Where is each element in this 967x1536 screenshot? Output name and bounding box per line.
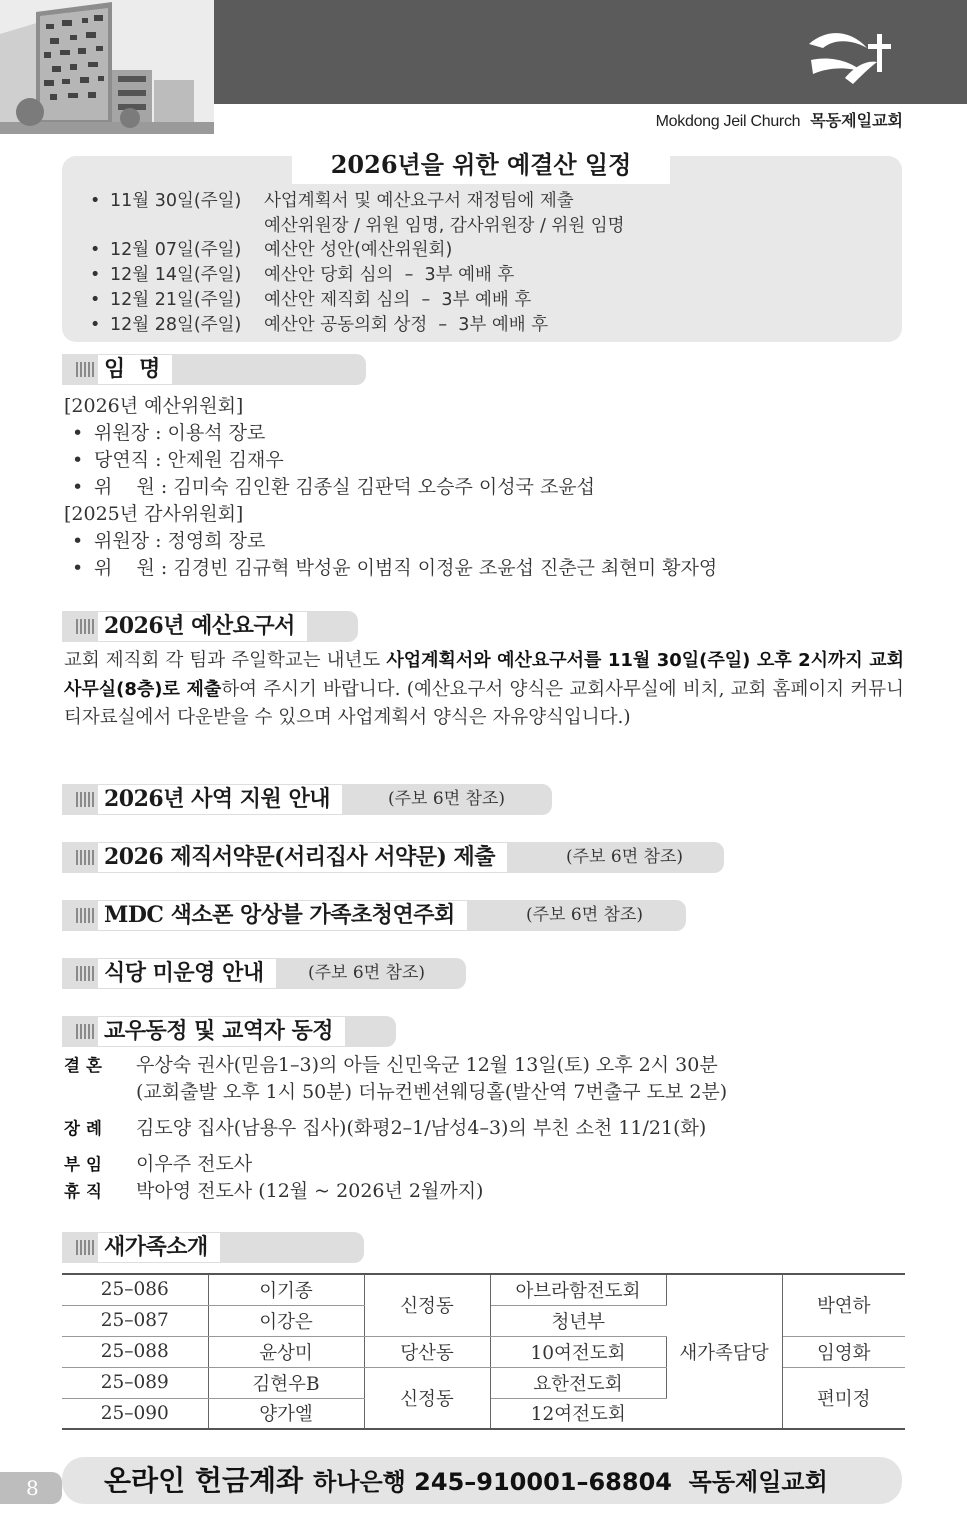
- section-note: (주보 6면 참조): [388, 789, 505, 809]
- section-title: 교우동정 및 교역자 동정: [98, 1017, 345, 1046]
- section-note: (주보 6면 참조): [308, 963, 425, 983]
- page-number: 8: [0, 1472, 62, 1504]
- list-item: • 위 원 : 김미숙 김인환 김종실 김판덕 오승주 이성국 조윤섭: [72, 476, 596, 498]
- table-cell: 10여전도회: [490, 1336, 666, 1367]
- section-note: (주보 6면 참조): [566, 847, 683, 867]
- section-bars-icon: [76, 966, 94, 981]
- table-cell: 신정동: [364, 1367, 490, 1429]
- news-text: 김도양 집사(남용우 집사)(화평2–1/남성4–3)의 부친 소천 11/21(화): [136, 1117, 707, 1139]
- news-key: 결혼: [64, 1056, 108, 1075]
- table-cell: 박연하: [782, 1274, 905, 1336]
- schedule-title: 2026년을 위한 예결산 일정: [292, 148, 670, 184]
- account-number: 하나은행 245–910001–68804 목동제일교회: [313, 1468, 828, 1496]
- news-key: 부임: [64, 1155, 108, 1174]
- section-header-concert: [62, 900, 686, 931]
- table-cell: 김현우B: [208, 1367, 364, 1398]
- list-item: • 12월 14일(주일) 예산안 당회 심의 – 3부 예배 후: [90, 265, 515, 286]
- section-title: 2026년 예산요구서: [98, 612, 307, 641]
- table-cell: 이강은: [208, 1305, 364, 1336]
- section-title: 2026 제직서약문(서리집사 서약문) 제출: [98, 843, 507, 872]
- table-cell: 당산동: [364, 1336, 490, 1367]
- table-cell: 25–086: [62, 1274, 208, 1305]
- list-item: • 11월 30일(주일) 사업계획서 및 예산요구서 재정팀에 제출: [90, 191, 574, 211]
- section-header-budget-request: [62, 611, 358, 642]
- section-header-appointment: [62, 354, 366, 385]
- list-item: • 12월 21일(주일) 예산안 제직회 심의 – 3부 예배 후: [90, 289, 532, 310]
- section-note: (주보 6면 참조): [526, 905, 643, 925]
- budget-request-text: 교회 제직회 각 팀과 주일학교는 내년도 사업계획서와 예산요구서를 11월 30일(주일) 오후 2시까지 교회사무실(8층)로 제출하여 주시기 바랍니다. (예산요구서 양식은 교회사무실에 비치, 교회 홈페이지 커뮤니티자료실에서 다운받을 수 있으며 사업계획서 양식은 자유양식입니다.): [64, 650, 904, 728]
- dove-cross-logo: [805, 26, 895, 86]
- group-title: [2025년 감사위원회]: [64, 503, 244, 525]
- news-key: 장례: [64, 1119, 108, 1138]
- table-row: [62, 1274, 905, 1305]
- section-bars-icon: [76, 619, 94, 634]
- section-bars-icon: [76, 792, 94, 807]
- account-label: 온라인 헌금계좌: [104, 1464, 304, 1497]
- online-offering-account: [62, 1457, 902, 1504]
- table-cell: 윤상미: [208, 1336, 364, 1367]
- church-name: [656, 108, 903, 131]
- budget-schedule-box: [62, 150, 902, 342]
- list-item: • 위원장 : 정영희 장로: [72, 530, 266, 552]
- news-text: 이우주 전도사: [136, 1153, 253, 1175]
- table-cell: 양가엘: [208, 1398, 364, 1429]
- section-title: MDC 색소폰 앙상블 가족초청연주회: [98, 901, 467, 930]
- section-title: 새가족소개: [98, 1233, 220, 1262]
- list-item: 예산위원장 / 위원 임명, 감사위원장 / 위원 임명: [264, 215, 625, 236]
- table-cell: 12여전도회: [490, 1398, 666, 1429]
- section-header-ministry-support: [62, 784, 552, 815]
- news-key: 휴직: [64, 1182, 108, 1201]
- table-cell: 25–090: [62, 1398, 208, 1429]
- church-name-en: Mokdong Jeil Church: [655, 113, 801, 130]
- section-title: 2026년 사역 지원 안내: [98, 785, 342, 814]
- table-cell: 이기종: [208, 1274, 364, 1305]
- page-header: [0, 0, 967, 134]
- list-item: • 12월 28일(주일) 예산안 공동의회 상정 – 3부 예배 후: [90, 314, 549, 335]
- church-name-ko: 목동제일교회: [810, 111, 903, 130]
- section-bars-icon: [76, 1024, 94, 1039]
- list-item: • 위원장 : 이용석 장로: [72, 422, 266, 444]
- section-bars-icon: [76, 850, 94, 865]
- section-bars-icon: [76, 908, 94, 923]
- section-title: 임 명: [98, 355, 172, 384]
- section-header-news: [62, 1016, 396, 1047]
- table-cell: 요한전도회: [490, 1367, 666, 1398]
- section-title: 식당 미운영 안내: [98, 959, 276, 988]
- news-text: (교회출발 오후 1시 50분) 더뉴컨벤션웨딩홀(발산역 7번출구 도보 2분): [136, 1081, 728, 1103]
- table-cell: 25–087: [62, 1305, 208, 1336]
- list-item: • 12월 07일(주일) 예산안 성안(예산위원회): [90, 240, 453, 261]
- news-text: 우상숙 권사(믿음1–3)의 아들 신민욱군 12월 13일(토) 오후 2시 30분: [136, 1054, 718, 1076]
- new-family-table: [62, 1273, 905, 1430]
- section-bars-icon: [76, 362, 94, 377]
- group-title: [2026년 예산위원회]: [64, 395, 244, 417]
- table-cell: 25–088: [62, 1336, 208, 1367]
- table-cell: 25–089: [62, 1367, 208, 1398]
- section-header-pledge: [62, 842, 724, 873]
- table-cell: 편미정: [782, 1367, 905, 1429]
- section-header-cafeteria: [62, 958, 466, 989]
- schedule-list: [90, 189, 625, 337]
- section-header-new-family: [62, 1232, 364, 1263]
- list-item: • 당연직 : 안제원 김재우: [72, 449, 284, 471]
- section-bars-icon: [76, 1240, 94, 1255]
- church-building-photo: [0, 0, 214, 134]
- table-cell: 신정동: [364, 1274, 490, 1336]
- news-text: 박아영 전도사 (12월 ~ 2026년 2월까지): [136, 1180, 484, 1202]
- table-cell: 임영화: [782, 1336, 905, 1367]
- table-cell: 아브라함전도회: [490, 1274, 666, 1305]
- appointment-list: [64, 393, 717, 582]
- header-banner: [214, 0, 967, 104]
- table-cell: 새가족담당: [666, 1274, 782, 1429]
- table-cell: 청년부: [490, 1305, 666, 1336]
- list-item: • 위 원 : 김경빈 김규혁 박성윤 이범직 이정윤 조윤섭 진춘근 최현미 황자영: [72, 557, 718, 579]
